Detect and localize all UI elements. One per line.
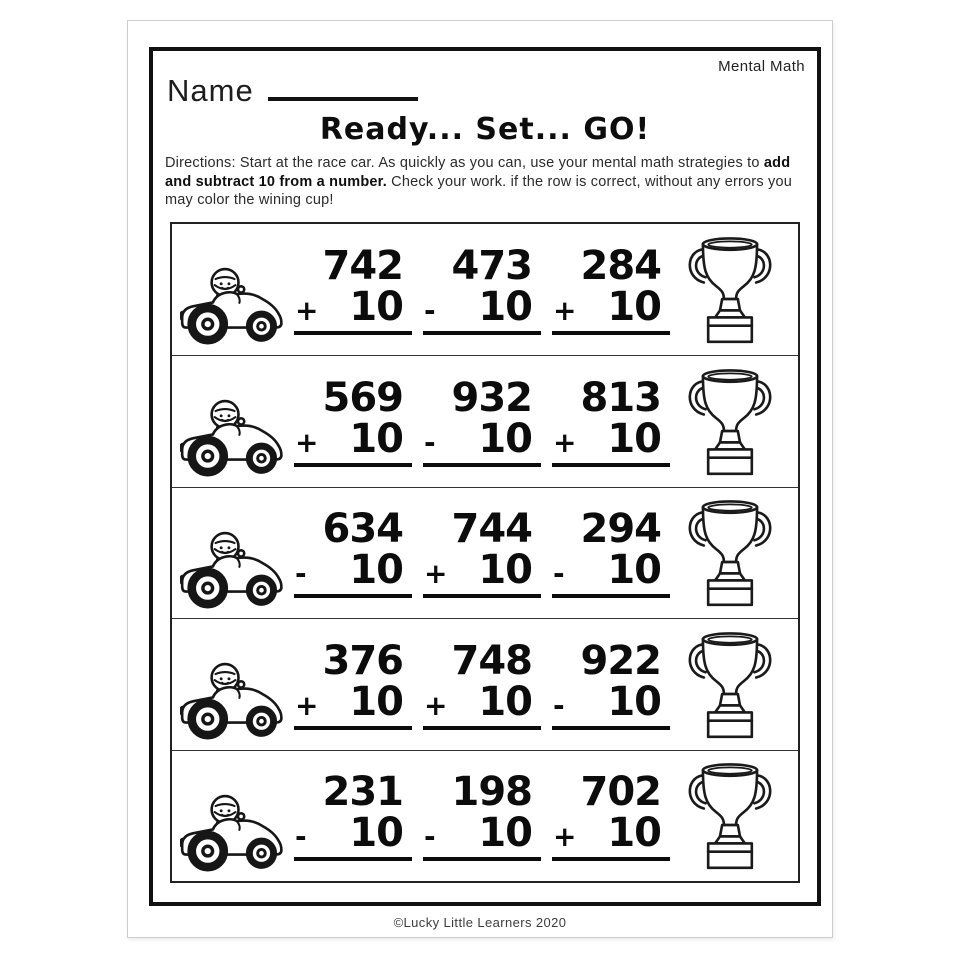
math-problem bbox=[552, 506, 670, 598]
directions-prefix: Directions: bbox=[165, 155, 240, 171]
rows bbox=[170, 222, 800, 884]
race-car-icon bbox=[180, 391, 284, 477]
problem-top-number: 569 bbox=[322, 374, 403, 421]
problem-operator: + bbox=[553, 820, 577, 854]
worksheet-page bbox=[127, 20, 833, 938]
math-problem bbox=[294, 374, 412, 467]
problem-top-number: 231 bbox=[322, 769, 403, 816]
answer-underline bbox=[552, 415, 670, 467]
problem-top-number: 294 bbox=[580, 506, 661, 553]
problem-group bbox=[288, 770, 682, 861]
math-problem bbox=[423, 506, 541, 598]
math-problem bbox=[552, 637, 670, 730]
problem-top-number: 744 bbox=[451, 506, 532, 553]
problem-operator: - bbox=[424, 820, 436, 854]
trophy-cup-icon bbox=[682, 493, 778, 612]
race-car-icon bbox=[180, 523, 284, 609]
corner-label: Mental Math bbox=[718, 58, 805, 75]
answer-underline bbox=[294, 415, 412, 467]
problem-row bbox=[172, 618, 798, 750]
race-car-icon bbox=[180, 259, 284, 345]
problem-bottom-number: 10 bbox=[349, 547, 403, 594]
problem-bottom-number: 10 bbox=[607, 810, 661, 857]
math-problem bbox=[294, 506, 412, 598]
problem-top-number: 473 bbox=[451, 242, 532, 289]
answer-underline bbox=[294, 810, 412, 861]
problem-bottom-number: 10 bbox=[478, 678, 532, 725]
name-row bbox=[167, 73, 817, 109]
answer-underline bbox=[423, 678, 541, 730]
trophy-cup-icon bbox=[682, 362, 778, 481]
math-problem bbox=[552, 242, 670, 335]
problem-bottom-number: 10 bbox=[607, 283, 661, 330]
trophy-cup-icon bbox=[682, 625, 778, 744]
answer-underline bbox=[552, 678, 670, 730]
problem-bottom-number: 10 bbox=[607, 547, 661, 594]
problem-operator: + bbox=[553, 425, 577, 459]
problem-operator: - bbox=[424, 293, 436, 327]
problem-row bbox=[172, 487, 798, 619]
problem-top-number: 813 bbox=[580, 374, 661, 421]
math-problem bbox=[423, 242, 541, 335]
answer-underline bbox=[294, 283, 412, 335]
problem-bottom-number: 10 bbox=[607, 415, 661, 462]
math-problem bbox=[294, 769, 412, 861]
math-problem bbox=[423, 637, 541, 730]
problem-operator: + bbox=[424, 688, 448, 722]
problem-top-number: 922 bbox=[580, 637, 661, 684]
problem-bottom-number: 10 bbox=[349, 415, 403, 462]
problem-group bbox=[288, 376, 682, 467]
directions-body-2: Check your work. if the row is correct, without any errors you may color the wining cup! bbox=[165, 173, 792, 208]
problem-row bbox=[172, 355, 798, 487]
math-problem bbox=[423, 769, 541, 861]
problem-top-number: 376 bbox=[322, 637, 403, 684]
problem-top-number: 634 bbox=[322, 506, 403, 553]
problem-bottom-number: 10 bbox=[478, 415, 532, 462]
problem-operator: + bbox=[295, 425, 319, 459]
trophy-cup-icon bbox=[682, 756, 778, 875]
math-problem bbox=[294, 242, 412, 335]
page-border-frame bbox=[149, 47, 821, 906]
answer-underline bbox=[423, 810, 541, 861]
problem-top-number: 932 bbox=[451, 374, 532, 421]
trophy-cup-icon bbox=[682, 230, 778, 349]
problem-operator: + bbox=[424, 557, 448, 591]
answer-underline bbox=[294, 547, 412, 598]
problem-bottom-number: 10 bbox=[607, 678, 661, 725]
race-car-icon bbox=[180, 786, 284, 872]
problem-operator: - bbox=[295, 820, 307, 854]
problem-top-number: 284 bbox=[580, 242, 661, 289]
footer-credit: ©Lucky Little Learners 2020 bbox=[393, 915, 567, 930]
name-label: Name bbox=[167, 73, 254, 108]
answer-underline bbox=[552, 283, 670, 335]
directions-text bbox=[165, 154, 803, 210]
problem-row bbox=[172, 224, 798, 356]
problem-operator: - bbox=[295, 557, 307, 591]
problem-group bbox=[288, 244, 682, 335]
problem-operator: + bbox=[553, 293, 577, 327]
problem-operator: + bbox=[295, 688, 319, 722]
answer-underline bbox=[423, 415, 541, 467]
answer-underline bbox=[294, 678, 412, 730]
math-problem bbox=[552, 769, 670, 861]
page-title: Ready... Set... GO! bbox=[319, 112, 651, 147]
problem-bottom-number: 10 bbox=[349, 283, 403, 330]
problem-operator: - bbox=[553, 688, 565, 722]
answer-underline bbox=[423, 547, 541, 598]
math-problem bbox=[294, 637, 412, 730]
problem-operator: + bbox=[295, 293, 319, 327]
math-problem bbox=[552, 374, 670, 467]
race-car-icon bbox=[180, 654, 284, 740]
problem-bottom-number: 10 bbox=[478, 283, 532, 330]
problem-row bbox=[172, 750, 798, 882]
problem-bottom-number: 10 bbox=[478, 810, 532, 857]
problem-bottom-number: 10 bbox=[349, 810, 403, 857]
answer-underline bbox=[552, 810, 670, 861]
problem-bottom-number: 10 bbox=[349, 678, 403, 725]
answer-underline bbox=[552, 547, 670, 598]
directions-bold: add and subtract 10 from a number. bbox=[165, 155, 791, 190]
problem-bottom-number: 10 bbox=[478, 547, 532, 594]
problem-top-number: 742 bbox=[322, 242, 403, 289]
problem-top-number: 702 bbox=[580, 769, 661, 816]
problem-group bbox=[288, 507, 682, 598]
name-blank-line bbox=[268, 97, 418, 101]
answer-underline bbox=[423, 283, 541, 335]
problem-top-number: 198 bbox=[451, 769, 532, 816]
problem-operator: - bbox=[424, 425, 436, 459]
problem-group bbox=[288, 639, 682, 730]
directions-body-1: Start at the race car. As quickly as you can, use your mental math strategies to bbox=[239, 155, 764, 171]
problem-top-number: 748 bbox=[451, 637, 532, 684]
math-problem bbox=[423, 374, 541, 467]
problem-operator: - bbox=[553, 557, 565, 591]
